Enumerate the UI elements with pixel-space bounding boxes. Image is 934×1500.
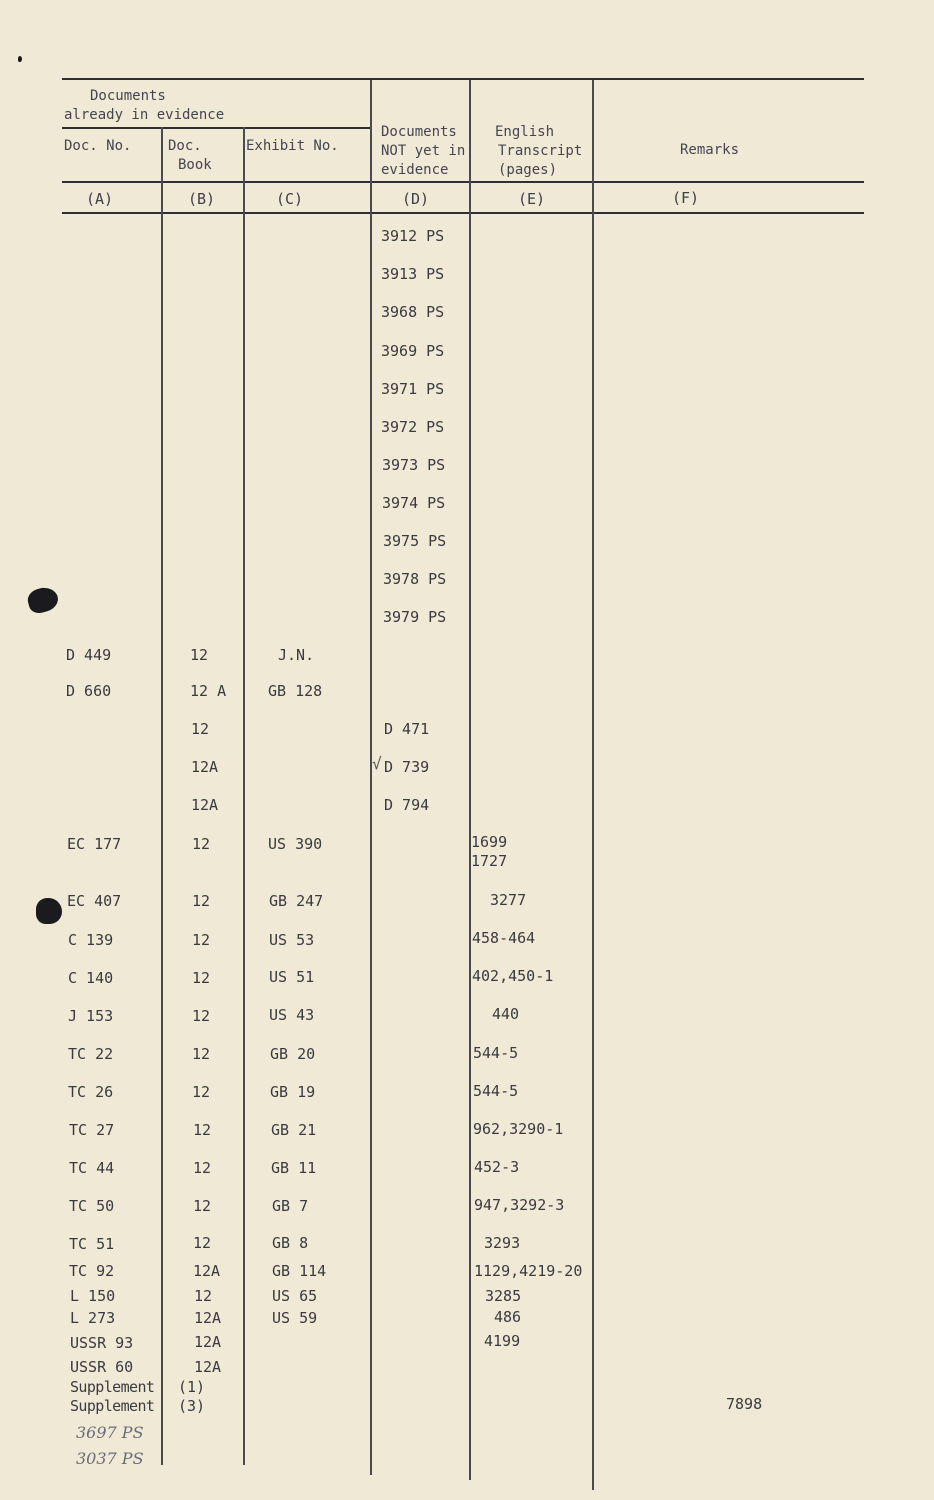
row-12-doc-no: D 449: [66, 646, 112, 664]
row-28-transcript-pages: 1129,4219-20: [474, 1262, 583, 1280]
handwritten-note-2: 3037 PS: [76, 1449, 144, 1468]
row-29-doc-no: L 150: [70, 1287, 116, 1305]
page-number: 7898: [726, 1395, 763, 1413]
row-3-doc-not-in-evidence: 3968 PS: [381, 303, 445, 321]
row-17-doc-book: 12: [192, 835, 211, 853]
row-18-doc-book: 12: [192, 892, 211, 910]
row-6-doc-not-in-evidence: 3972 PS: [381, 418, 445, 436]
col-c-header: Exhibit No.: [246, 138, 339, 154]
col-letter-b: (B): [188, 190, 216, 208]
row-19-transcript-pages: 458-464: [472, 929, 536, 947]
row-29-doc-book: 12: [194, 1287, 213, 1305]
col-d-header-line2: NOT yet in: [381, 143, 466, 159]
row-28-exhibit-no: GB 114: [272, 1262, 327, 1280]
letters-bottom-rule: [62, 212, 864, 214]
row-7-doc-not-in-evidence: 3973 PS: [382, 456, 446, 474]
row-23-doc-book: 12: [192, 1083, 211, 1101]
row-11-doc-not-in-evidence: 3979 PS: [383, 608, 447, 626]
row-22-transcript-pages: 544-5: [473, 1044, 519, 1062]
col-letter-d: (D): [402, 190, 430, 208]
row-16-doc-book: 12A: [191, 796, 219, 814]
ink-speck: [18, 56, 22, 62]
row-18-doc-no: EC 407: [67, 892, 122, 910]
row-1-doc-not-in-evidence: 3912 PS: [381, 227, 445, 245]
row-12-exhibit-no: J.N.: [278, 646, 315, 664]
row-18-transcript-pages: 3277: [490, 891, 527, 909]
col-divider-ab: [161, 127, 163, 1465]
group-label-line1: Documents: [90, 88, 166, 104]
row-12-doc-book: 12: [190, 646, 209, 664]
row-27-exhibit-no: GB 8: [272, 1234, 309, 1252]
row-32-doc-no: USSR 60: [70, 1358, 134, 1376]
col-divider-bc: [243, 127, 245, 1465]
row-29-exhibit-no: US 65: [272, 1287, 318, 1305]
col-letter-e: (E): [518, 190, 546, 208]
row-20-doc-no: C 140: [68, 969, 114, 987]
row-26-exhibit-no: GB 7: [272, 1197, 309, 1215]
row-18-exhibit-no: GB 247: [269, 892, 324, 910]
row-24-doc-no: TC 27: [69, 1121, 115, 1139]
row-15-doc-book: 12A: [191, 758, 219, 776]
row-8-doc-not-in-evidence: 3974 PS: [382, 494, 446, 512]
row-21-transcript-pages: 440: [492, 1005, 520, 1023]
row-19-exhibit-no: US 53: [269, 931, 315, 949]
row-28-doc-book: 12A: [193, 1262, 221, 1280]
row-25-doc-no: TC 44: [69, 1159, 115, 1177]
row-24-exhibit-no: GB 21: [271, 1121, 317, 1139]
row-13-doc-book: 12 A: [190, 682, 227, 700]
row-4-doc-not-in-evidence: 3969 PS: [381, 342, 445, 360]
group-underline: [62, 127, 370, 129]
row-23-transcript-pages: 544-5: [473, 1082, 519, 1100]
col-divider-cd: [370, 80, 372, 1475]
row-26-doc-no: TC 50: [69, 1197, 115, 1215]
col-b-header-line2: Book: [178, 157, 212, 173]
col-divider-de: [469, 80, 471, 1480]
col-letter-a: (A): [86, 190, 114, 208]
row-20-doc-book: 12: [192, 969, 211, 987]
row-30-exhibit-no: US 59: [272, 1309, 318, 1327]
row-23-exhibit-no: GB 19: [270, 1083, 316, 1101]
col-b-header-line1: Doc.: [168, 138, 202, 154]
row-19-doc-book: 12: [192, 931, 211, 949]
row-25-transcript-pages: 452-3: [474, 1158, 520, 1176]
row-13-doc-no: D 660: [66, 682, 112, 700]
handwritten-note-1: 3697 PS: [76, 1423, 144, 1442]
col-letter-f: (F): [672, 189, 700, 207]
top-rule: [62, 78, 864, 80]
row-31-transcript-pages: 4199: [484, 1332, 521, 1350]
row-10-doc-not-in-evidence: 3978 PS: [383, 570, 447, 588]
row-27-doc-book: 12: [193, 1234, 212, 1252]
row-30-doc-book: 12A: [194, 1309, 222, 1327]
row-16-doc-not-in-evidence: D 794: [384, 796, 430, 814]
group-label-line2: already in evidence: [64, 107, 225, 123]
row-31-doc-no: USSR 93: [70, 1334, 134, 1352]
row-15-check-mark: √: [372, 754, 382, 773]
row-30-transcript-pages: 486: [494, 1308, 522, 1326]
row-27-doc-no: TC 51: [69, 1235, 115, 1253]
row-30-doc-no: L 273: [70, 1309, 116, 1327]
row-19-doc-no: C 139: [68, 931, 114, 949]
row-26-transcript-pages: 947,3292-3: [474, 1196, 565, 1214]
row-9-doc-not-in-evidence: 3975 PS: [383, 532, 447, 550]
ink-blot-1: [25, 585, 60, 616]
row-15-doc-not-in-evidence: D 739: [384, 758, 430, 776]
row-21-doc-no: J 153: [68, 1007, 114, 1025]
row-22-doc-no: TC 22: [68, 1045, 114, 1063]
col-e-header-line3: (pages): [498, 162, 558, 178]
col-letter-c: (C): [276, 190, 304, 208]
col-d-header-line3: evidence: [381, 162, 449, 178]
row-17-transcript-pages: 1699: [471, 833, 508, 851]
row-17-transcript-pages-2: 1727: [471, 852, 508, 870]
row-34-doc-no: Supplement: [70, 1397, 155, 1415]
row-20-transcript-pages: 402,450-1: [472, 967, 554, 985]
row-17-exhibit-no: US 390: [268, 835, 323, 853]
row-34-doc-book: (3): [178, 1397, 206, 1415]
row-22-doc-book: 12: [192, 1045, 211, 1063]
row-24-transcript-pages: 962,3290-1: [473, 1120, 564, 1138]
row-13-exhibit-no: GB 128: [268, 682, 323, 700]
row-2-doc-not-in-evidence: 3913 PS: [381, 265, 445, 283]
row-22-exhibit-no: GB 20: [270, 1045, 316, 1063]
row-14-doc-not-in-evidence: D 471: [384, 720, 430, 738]
row-17-doc-no: EC 177: [67, 835, 122, 853]
row-27-transcript-pages: 3293: [484, 1234, 521, 1252]
row-21-exhibit-no: US 43: [269, 1006, 315, 1024]
row-26-doc-book: 12: [193, 1197, 212, 1215]
ink-blot-2: [36, 898, 62, 924]
row-5-doc-not-in-evidence: 3971 PS: [381, 380, 445, 398]
col-d-header-line1: Documents: [381, 124, 457, 140]
row-25-exhibit-no: GB 11: [271, 1159, 317, 1177]
col-divider-ef: [592, 80, 594, 1490]
row-14-doc-book: 12: [191, 720, 210, 738]
col-f-header: Remarks: [680, 142, 740, 158]
row-23-doc-no: TC 26: [68, 1083, 114, 1101]
row-33-doc-book: (1): [178, 1378, 206, 1396]
col-a-header: Doc. No.: [64, 138, 132, 154]
row-20-exhibit-no: US 51: [269, 968, 315, 986]
row-32-doc-book: 12A: [194, 1358, 222, 1376]
col-e-header-line1: English: [495, 124, 555, 140]
row-25-doc-book: 12: [193, 1159, 212, 1177]
row-28-doc-no: TC 92: [69, 1262, 115, 1280]
row-31-doc-book: 12A: [194, 1333, 222, 1351]
row-33-doc-no: Supplement: [70, 1378, 155, 1396]
row-21-doc-book: 12: [192, 1007, 211, 1025]
row-24-doc-book: 12: [193, 1121, 212, 1139]
row-29-transcript-pages: 3285: [485, 1287, 522, 1305]
header-bottom-rule: [62, 181, 864, 183]
col-e-header-line2: Transcript: [498, 143, 583, 159]
